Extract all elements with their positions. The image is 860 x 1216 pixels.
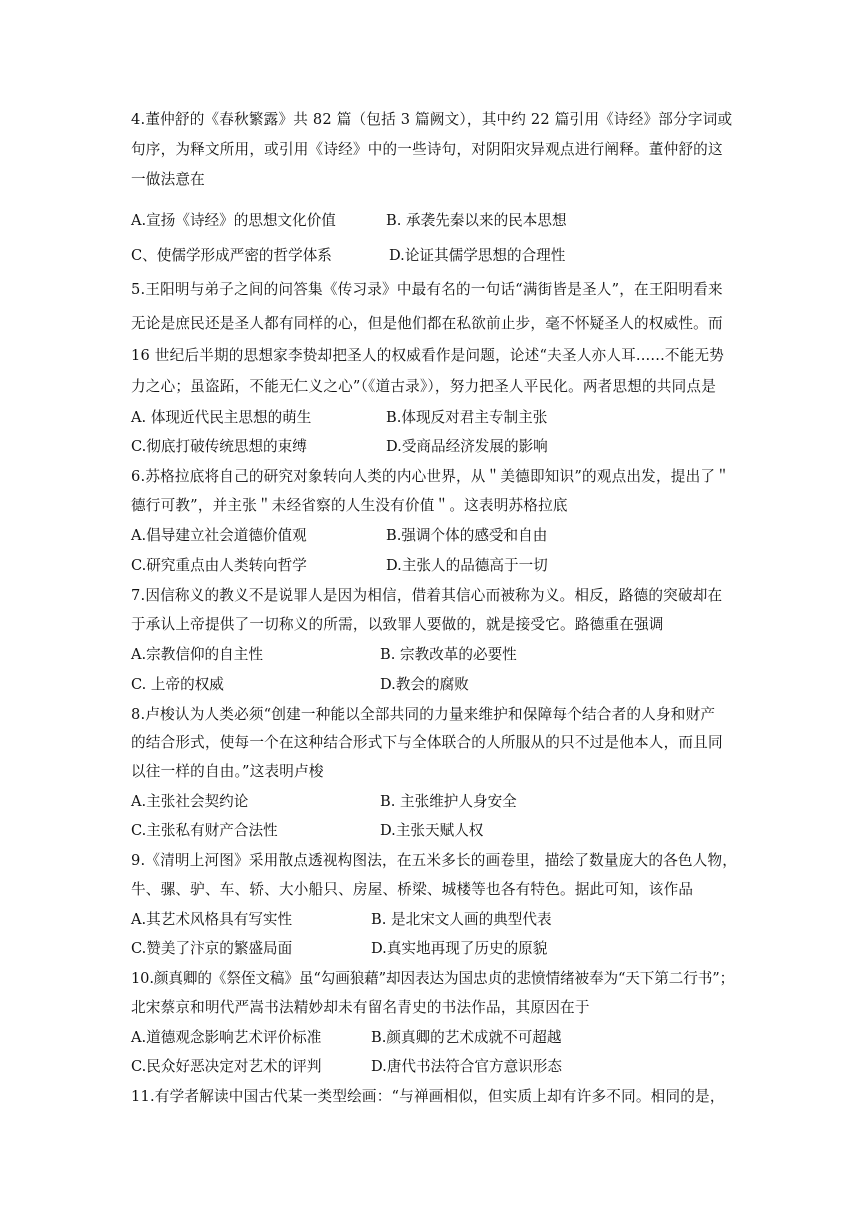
- q9-stem-line-1: 9.《清明上河图》采用散点透视构图法，在五米多长的画卷里，描绘了数量庞大的各色人物，: [131, 852, 738, 869]
- q5-option-a: A. 体现近代民主思想的萌生: [131, 409, 312, 426]
- q5-stem-line-2: 无论是庶民还是圣人都有同样的心，但是他们都在私欲前止步，毫不怀疑圣人的权威性。而: [131, 315, 723, 332]
- q8-stem-line-1: 8.卢梭认为人类必须“创建一种能以全部共同的力量来维护和保障每个结合者的人身和财产: [131, 706, 716, 723]
- q6-stem-line-2: 德行可教”，并主张＂未经省察的人生没有价值＂。这表明苏格拉底: [131, 497, 568, 514]
- q4-option-c: C、使儒学形成严密的哲学体系: [131, 247, 332, 264]
- q10-option-d: D.唐代书法符合官方意识形态: [371, 1058, 562, 1075]
- q4-option-d: D.论证其儒学思想的合理性: [389, 247, 566, 264]
- q10-option-a: A.道德观念影响艺术评价标准: [131, 1029, 322, 1046]
- q5-stem-line-4: 力之心；虽盗跖，不能无仁义之心”（《道古录》），努力把圣人平民化。两者思想的共同点是: [131, 378, 717, 395]
- q8-option-b: B. 主张维护人身安全: [380, 793, 517, 810]
- q7-option-b: B. 宗教改革的必要性: [380, 646, 517, 663]
- q8-stem-line-2: 的结合形式，使每一个在这种结合形式下与全体联合的人所服从的只不过是他本人，而且同: [131, 734, 723, 751]
- q7-stem-line-2: 于承认上帝提供了一切称义的所需，以致罪人要做的，就是接受它。路德重在强调: [131, 616, 664, 633]
- q4-stem-line-2: 句序，为释文所用，或引用《诗经》中的一些诗句，对阴阳灾异观点进行阐释。董仲舒的这: [131, 141, 723, 158]
- q4-option-b: B. 承袭先秦以来的民本思想: [386, 212, 567, 229]
- q9-option-a: A.其艺术风格具有写实性: [131, 911, 293, 928]
- q8-option-a: A.主张社会契约论: [131, 793, 249, 810]
- q5-stem-line-1: 5.王阳明与弟子之间的问答集《传习录》中最有名的一句话“满街皆是圣人”，在王阳明看来: [131, 281, 723, 298]
- q10-option-c: C.民众好恶决定对艺术的评判: [131, 1058, 322, 1075]
- q10-stem-line-2: 北宋蔡京和明代严嵩书法精妙却未有留名青史的书法作品，其原因在于: [131, 999, 590, 1016]
- q9-option-c: C.赞美了汴京的繁盛局面: [131, 940, 293, 957]
- q10-stem-line-1: 10.颜真卿的《祭侄文稿》虽“勾画狼藉”却因表达为国忠贞的悲愤情绪被奉为“天下第二行书”；: [131, 970, 735, 987]
- q10-option-b: B.颜真卿的艺术成就不可超越: [371, 1029, 562, 1046]
- q8-option-c: C.主张私有财产合法性: [131, 822, 278, 839]
- q8-stem-line-3: 以往一样的自由。”这表明卢梭: [131, 763, 324, 780]
- q5-option-d: D.受商品经济发展的影响: [386, 438, 548, 455]
- q4-stem-line-3: 一做法意在: [131, 171, 205, 188]
- q5-stem-line-3: 16 世纪后半期的思想家李贽却把圣人的权威看作是问题，论述“夫圣人亦人耳......不能无势: [131, 347, 725, 364]
- q6-stem-line-1: 6.苏格拉底将自己的研究对象转向人类的内心世界，从＂美德即知识”的观点出发，提出了＂: [131, 468, 730, 485]
- q9-option-b: B. 是北宋文人画的典型代表: [371, 911, 552, 928]
- q6-option-b: B.强调个体的感受和自由: [386, 527, 548, 544]
- q4-stem-line-1: 4.董仲舒的《春秋繁露》共 82 篇（包括 3 篇阙文），其中约 22 篇引用《诗经》部分字词或: [131, 111, 733, 128]
- q9-option-d: D.真实地再现了历史的原貌: [371, 940, 548, 957]
- q7-stem-line-1: 7.因信称义的教义不是说罪人是因为相信，借着其信心而被称为义。相反，路德的突破却在: [131, 587, 723, 604]
- q7-option-c: C. 上帝的权威: [131, 676, 224, 693]
- q8-option-d: D.主张天赋人权: [380, 822, 484, 839]
- q7-option-d: D.教会的腐败: [380, 676, 469, 693]
- q4-option-a: A.宣扬《诗经》的思想文化价值: [131, 212, 336, 229]
- q7-option-a: A.宗教信仰的自主性: [131, 646, 263, 663]
- q9-stem-line-2: 牛、骡、驴、车、轿、大小船只、房屋、桥梁、城楼等也各有特色。据此可知，该作品: [131, 881, 694, 898]
- q5-option-c: C.彻底打破传统思想的束缚: [131, 438, 307, 455]
- q5-option-b: B.体现反对君主专制主张: [386, 409, 548, 426]
- q6-option-a: A.倡导建立社会道德价值观: [131, 527, 307, 544]
- q6-option-d: D.主张人的品德高于一切: [386, 557, 548, 574]
- q6-option-c: C.研究重点由人类转向哲学: [131, 557, 307, 574]
- q11-stem-line-1: 11.有学者解读中国古代某一类型绘画：“与禅画相似，但实质上却有许多不同。相同的是，: [131, 1088, 725, 1105]
